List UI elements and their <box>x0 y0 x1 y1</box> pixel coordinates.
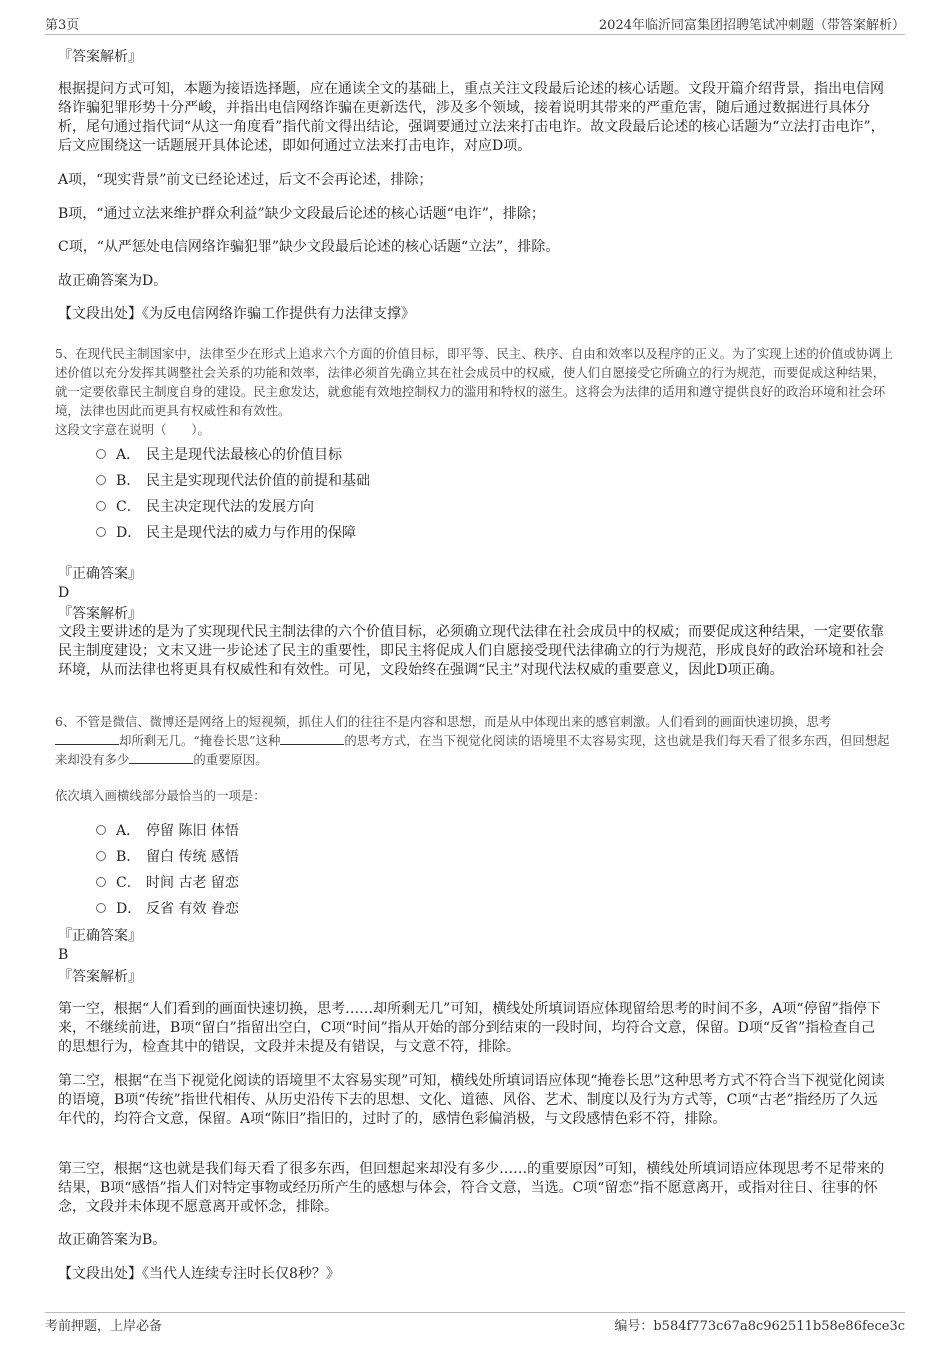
option-letter: D． <box>116 901 142 917</box>
radio-icon[interactable] <box>96 825 106 835</box>
fill-blank-3 <box>129 751 193 764</box>
radio-icon[interactable] <box>96 851 106 861</box>
option-letter: A． <box>116 823 141 839</box>
option-letter: A． <box>116 447 141 463</box>
q5-analysis: 文段主要讲述的是为了实现现代民主制法律的六个价值目标，必须确立现代法律在社会成员中的权威；而要促成这种结果，一定要依靠民主制度建设；文末又进一步论述了民主的重要性，即民主将促成人们自愿接受现代法律确立的行为规范，形成良好的政治环境和社会环境，从而法律也将更具有权威性和有效性。可见，文段始终在强调“民主”对现代法权威的重要意义，因此D项正确。 <box>58 624 884 678</box>
option-text: 留白 传统 感悟 <box>146 849 239 865</box>
option-letter: B． <box>116 849 141 865</box>
q4-source-title: 《为反电信网络诈骗工作提供有力法律支撑》 <box>142 306 415 322</box>
q6-source-label: 【文段出处】 <box>58 1266 142 1282</box>
option-text: 民主是现代法的威力与作用的保障 <box>146 525 356 541</box>
document-serial: 编号：b584f773c67a8c962511b58e86fece3c <box>614 1319 905 1334</box>
q5-option-a[interactable] <box>96 445 342 465</box>
q4-source <box>58 305 888 324</box>
option-letter: B． <box>116 473 141 489</box>
q6-analysis-first-blank: 第一空，根据“人们看到的画面快速切换，思考……却所剩无几”可知，横线处所填词语应体现留给思考的时间不多，A项“停留”指停下来，不继续前进，B项“留白”指留出空白，C项“时间”指从开始的部分到结束的一段时间，均符合文意，保留。D项“反省”指检查自己的思想行为，检查其中的错误，文段并未提及有错误，与文意不符，排除。 <box>58 1001 881 1055</box>
q4-analysis-label: 『答案解析』 <box>58 49 142 65</box>
radio-icon[interactable] <box>96 877 106 887</box>
radio-icon[interactable] <box>96 501 106 511</box>
q5-prompt: 这段文字意在说明（ ）。 <box>55 422 210 437</box>
q6-source-title: 《当代人连续专注时长仅8秒？》 <box>142 1266 340 1282</box>
radio-icon[interactable] <box>96 527 106 537</box>
footer-slogan: 考前押题，上岸必备 <box>45 1319 163 1334</box>
q4-analysis-option-b: B项，“通过立法来维护群众利益”缺少文段最后论述的核心话题“电诈”，排除； <box>58 206 545 222</box>
q6-answer: B <box>58 947 69 963</box>
q6-analysis-third-blank: 第三空，根据“这也就是我们每天看了很多东西，但回想起来却没有多少……的重要原因”可知，横线处所填词语应体现思考不足带来的结果，B项“感悟”指人们对特定事物或经历所产生的感想与体会，符合文意，当选。C项“留恋”指不愿意离开，或指对往日、往事的怀念，文段并未体现不愿意离开或怀念，排除。 <box>58 1161 885 1215</box>
option-letter: C． <box>116 875 141 891</box>
option-text: 民主决定现代法的发展方向 <box>146 499 314 515</box>
option-letter: D． <box>116 525 142 541</box>
q5-stem: 5、在现代民主制国家中，法律至少在形式上追求六个方面的价值目标，即平等、民主、秩序、自由和效率以及程序的正义。为了实现上述的价值或协调上述价值以充分发挥其调整社会关系的功能和效率，法律必须首先确立其在社会成员中的权威，使人们自愿接受它所确立的行为规范，而要促成这种结果，就一定要依靠民主制度自身的建设。民主愈发达，就愈能有效地控制权力的滥用和特权的滋生。这将会为法律的适用和遵守提供良好的政治环境和社会环境，法律也因此而更具有权威性和有效性。 <box>55 346 894 418</box>
fill-blank-2 <box>280 732 344 745</box>
q5-answer-label: 『正确答案』 <box>58 566 142 582</box>
q4-analysis-option-c: C项，“从严惩处电信网络诈骗犯罪”缺少文段最后论述的核心话题“立法”，排除。 <box>58 239 560 255</box>
q6-source <box>58 1265 888 1284</box>
q5-option-c[interactable] <box>96 497 314 517</box>
q4-analysis-option-a: A项，“现实背景”前文已经论述过，后文不会再论述，排除； <box>58 172 433 188</box>
q6-stem <box>55 712 895 769</box>
q6-answer-label: 『正确答案』 <box>58 928 142 944</box>
q6-option-c[interactable] <box>96 873 239 893</box>
page-number: 第3页 <box>45 18 80 33</box>
q5-option-d[interactable] <box>96 523 356 543</box>
fill-blank-1 <box>55 732 119 745</box>
radio-icon[interactable] <box>96 903 106 913</box>
page-footer <box>45 1312 905 1333</box>
q6-stem-part1: 6、不管是微信、微博还是网络上的短视频，抓住人们的往往不是内容和思想，而是从中体现出来的感官刺激。人们看到的画面快速切换，思考 <box>55 714 832 729</box>
q6-option-b[interactable] <box>96 847 239 867</box>
radio-icon[interactable] <box>96 449 106 459</box>
option-text: 反省 有效 眷恋 <box>146 901 239 917</box>
document-title: 2024年临沂同富集团招聘笔试冲刺题（带答案解析） <box>598 18 905 33</box>
q6-stem-part2: 却所剩无几。“掩卷长思”这种 <box>119 733 281 748</box>
option-text: 民主是现代法最核心的价值目标 <box>146 447 342 463</box>
q4-conclusion: 故正确答案为D。 <box>58 273 168 289</box>
option-text: 停留 陈旧 体悟 <box>146 823 239 839</box>
q4-analysis-paragraph: 根据提问方式可知，本题为接语选择题，应在通读全文的基础上，重点关注文段最后论述的核心话题。文段开篇介绍背景，指出电信网络诈骗犯罪形势十分严峻，并指出电信网络诈骗在更新迭代，涉及多个领域，接着说明其带来的严重危害，随后通过数据进行具体分析，尾句通过指代词“从这一角度看”指代前文得出结论，强调要通过立法来打击电诈。故文段最后论述的核心话题为“立法打击电诈”，后文应围绕这一话题展开具体论述，即如何通过立法来打击电诈，对应D项。 <box>58 81 885 154</box>
q4-source-label: 【文段出处】 <box>58 306 142 322</box>
q6-analysis-label: 『答案解析』 <box>58 969 142 985</box>
radio-icon[interactable] <box>96 475 106 485</box>
q6-prompt: 依次填入画横线部分最恰当的一项是： <box>55 788 266 803</box>
q6-stem-part4: 的重要原因。 <box>193 752 268 767</box>
q5-answer: D <box>58 585 70 601</box>
q6-conclusion: 故正确答案为B。 <box>58 1232 167 1248</box>
page-header <box>45 14 905 35</box>
option-text: 时间 古老 留恋 <box>146 875 239 891</box>
q6-option-d[interactable] <box>96 899 239 919</box>
option-text: 民主是实现现代法价值的前提和基础 <box>146 473 370 489</box>
q6-option-a[interactable] <box>96 821 239 841</box>
q5-analysis-label: 『答案解析』 <box>58 606 142 622</box>
q5-option-b[interactable] <box>96 471 370 491</box>
q6-stem-part3: 的思考方式，在当下视觉化阅读的语境里不太容易实现，这也就是我们每天看了很多东西，但回想起来却没有多少 <box>55 733 890 767</box>
option-letter: C． <box>116 499 141 515</box>
q6-analysis-second-blank: 第二空，根据“在当下视觉化阅读的语境里不太容易实现”可知，横线处所填词语应体现“掩卷长思”这种思考方式不符合当下视觉化阅读的语境，B项“传统”指世代相传、从历史沿传下去的思想、文化、道德、风俗、艺术、制度以及行为方式等，C项“古老”指经历了久远年代的，均符合文意，保留。A项“陈旧”指旧的，过时了的，感情色彩偏消极，与文段感情色彩不符，排除。 <box>58 1073 885 1127</box>
